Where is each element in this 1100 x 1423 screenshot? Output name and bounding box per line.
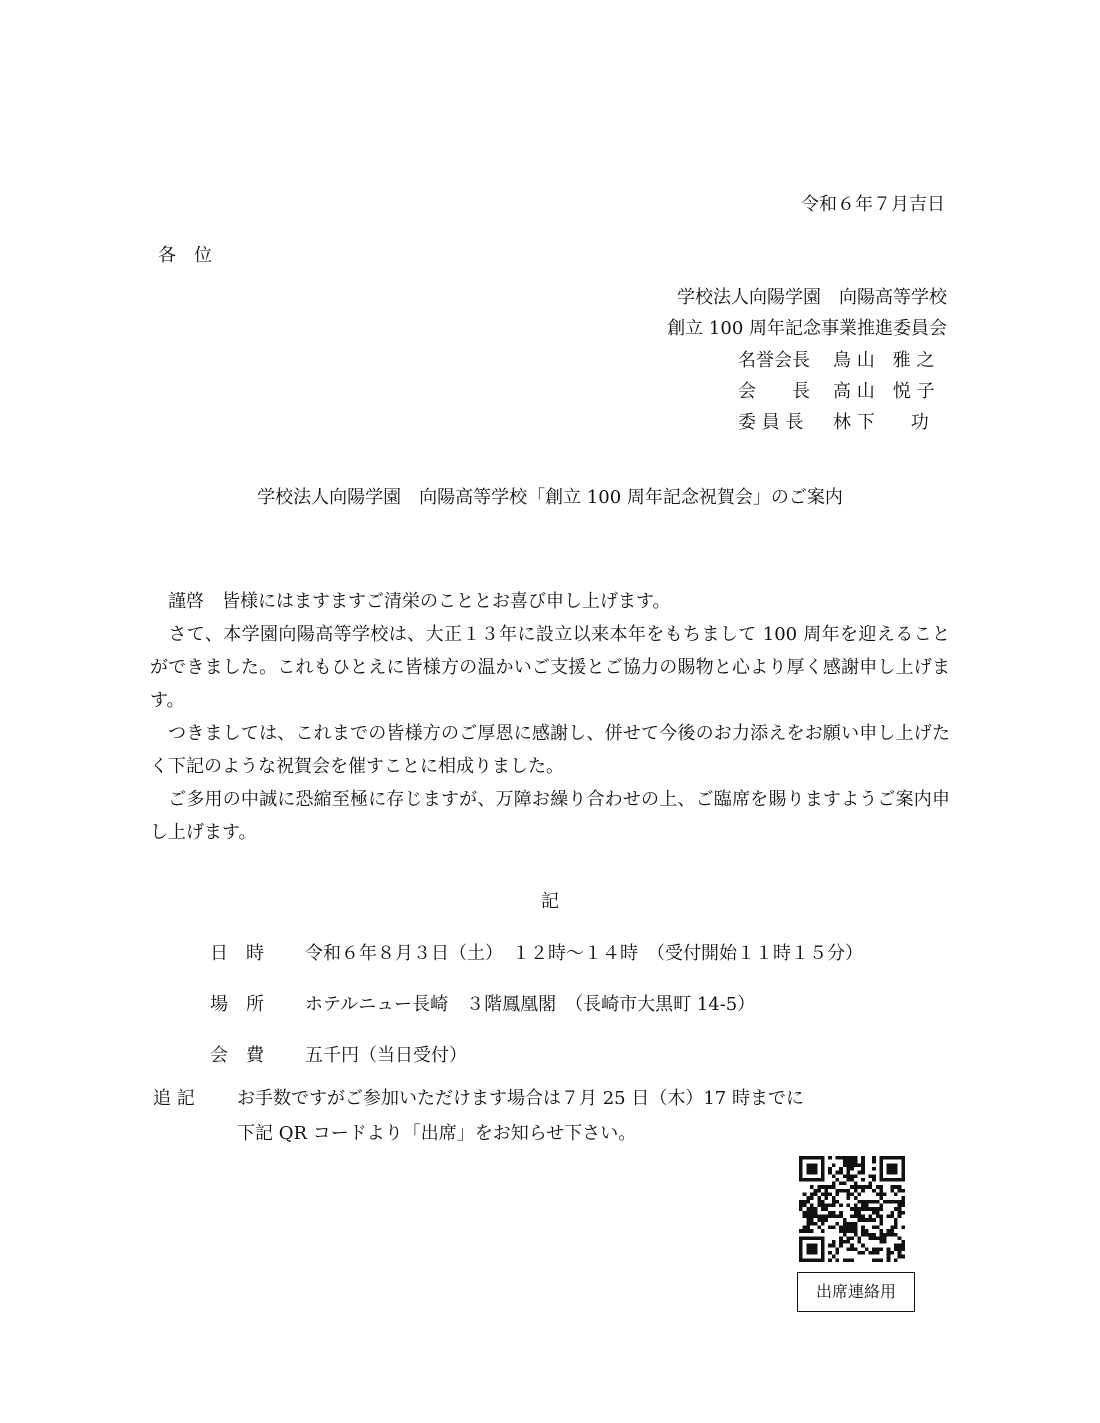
body-paragraph: 謹啓 皆様にはますますご清栄のこととお喜び申し上げます。: [150, 591, 671, 612]
qr-code-icon[interactable]: [799, 1156, 905, 1262]
detail-value: 五千円（当日受付）: [305, 1045, 467, 1066]
body-paragraph: つきましては、これまでの皆様方のご厚恩に感謝し、併せて今後のお力添えをお願い申し上げたく下記のような祝賀会を催すことに相成りました。: [150, 723, 950, 777]
member-role: 会 長: [738, 381, 810, 402]
detail-value: 令和６年８月３日（土） １２時～１４時 （受付開始１１時１５分）: [305, 943, 863, 964]
body-paragraph: さて、本学園向陽高等学校は、大正１３年に設立以来本年をもちまして 100 周年を迎えることができました。これもひとえに皆様方の温かいご支援とご協力の賜物と心より厚く感謝申し上げます。: [150, 624, 950, 711]
sender-committee: 創立 100 周年記念事業推進委員会: [667, 318, 947, 339]
member-role: 名誉会長: [738, 350, 810, 371]
document-title: 学校法人向陽学園 向陽高等学校「創立 100 周年記念祝賀会」のご案内: [257, 487, 843, 508]
body-paragraph: ご多用の中誠に恐縮至極に存じますが、万障お繰り合わせの上、ご臨席を賜りますようご案内申し上げます。: [150, 789, 950, 843]
detail-label: 会 費: [210, 1045, 264, 1066]
body-text: [150, 585, 950, 849]
document-date: 令和６年７月吉日: [801, 194, 945, 215]
member-name: 高 山 悦 子: [833, 381, 935, 402]
member-name: 林 下 功: [833, 412, 929, 433]
ki-heading: 記: [541, 891, 559, 912]
postscript-line: お手数ですがご参加いただけます場合は７月 25 日（木）17 時までに: [237, 1088, 804, 1109]
detail-label: 場 所: [210, 994, 264, 1015]
addressee: 各 位: [158, 245, 212, 266]
member-role: 委 員 長: [738, 412, 804, 433]
qr-caption-box: 出席連絡用: [797, 1272, 915, 1312]
postscript-line: 下記 QR コードより「出席」をお知らせ下さい。: [237, 1123, 637, 1144]
detail-label: 日 時: [210, 943, 264, 964]
postscript-label: 追 記: [153, 1088, 195, 1109]
detail-value: ホテルニュー長崎 ３階鳳凰閣 （長崎市大黒町 14-5）: [305, 994, 756, 1015]
sender-org: 学校法人向陽学園 向陽高等学校: [677, 287, 947, 308]
member-name: 鳥 山 雅 之: [833, 350, 935, 371]
